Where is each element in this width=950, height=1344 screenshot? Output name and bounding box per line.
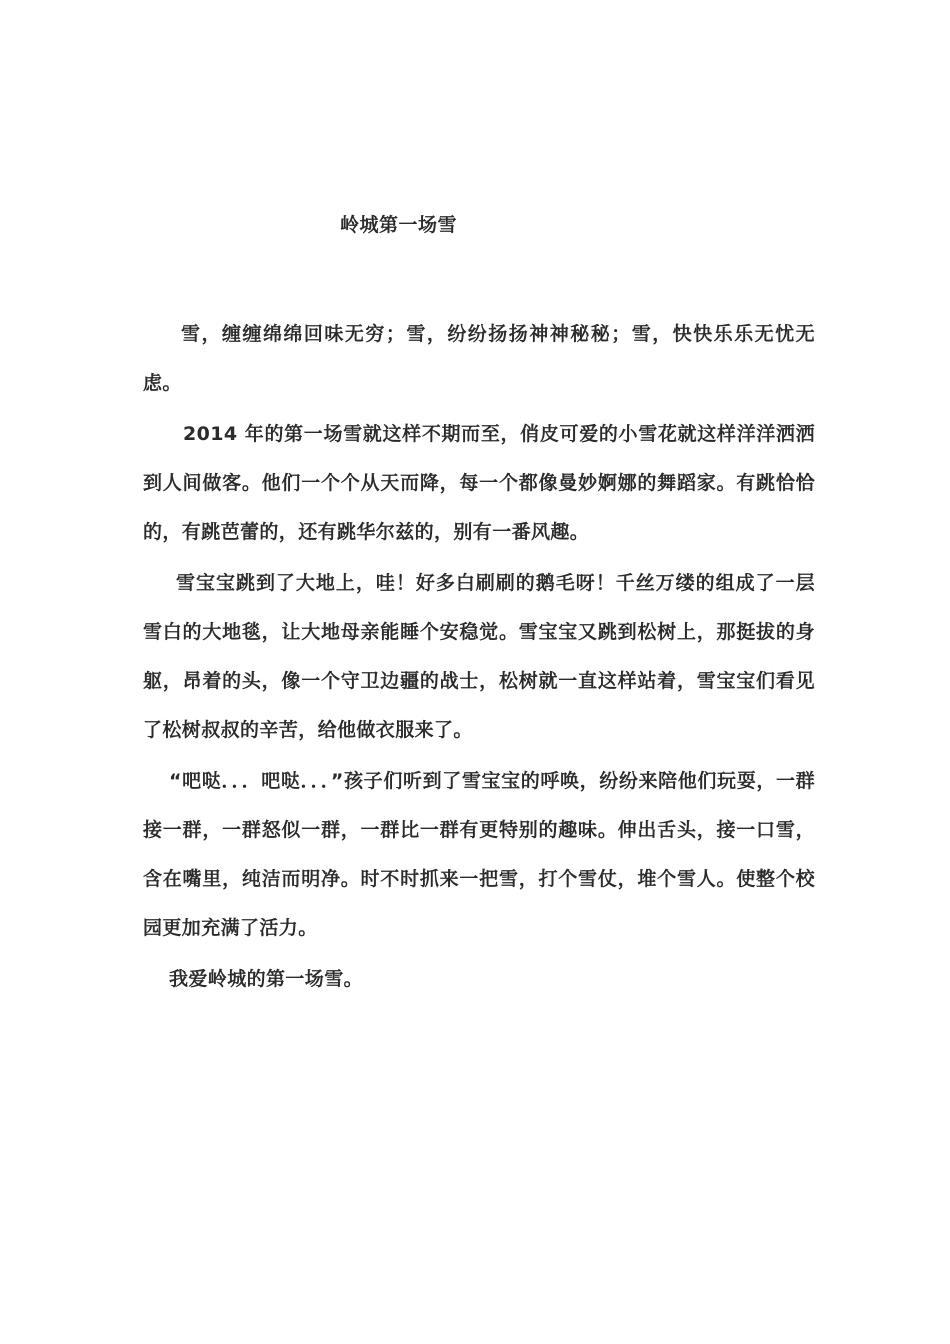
paragraph-5: 我爱岭城的第一场雪。 (169, 968, 364, 990)
paragraph-4: “吧哒．．．吧哒．．．”孩子们听到了雪宝宝的呼唤，纷纷来陪他们玩耍，一群接一群，一群怒似一群，一群比一群有更特别的趣味。伸出舌头，接一口雪，含在嘴里，纯洁而明净。时不时抓来一把雪，打个雪仗，堆个雪人。使整个校园更加充满了活力。 (143, 770, 815, 939)
paragraph-3: 雪宝宝跳到了大地上，哇！好多白刷刷的鹅毛呀！千丝万缕的组成了一层雪白的大地毯，让大地母亲能睡个安稳觉。雪宝宝又跳到松树上，那挺拔的身躯，昂着的头，像一个守卫边疆的战士，松树就一直这样站着，雪宝宝们看见了松树叔叔的辛苦，给他做衣服来了。 (143, 572, 815, 741)
document-body (143, 310, 815, 1004)
paragraph-1: 雪，缠缠绵绵回味无穷；雪，纷纷扬扬神神秘秘；雪，快快乐乐无忧无虑。 (143, 323, 815, 394)
paragraph-2: 2014 年的第一场雪就这样不期而至，俏皮可爱的小雪花就这样洋洋洒洒到人间做客。他们一个个从天而降，每一个都像曼妙婀娜的舞蹈家。有跳恰恰的，有跳芭蕾的，还有跳华尔兹的，别有一番风趣。 (143, 423, 815, 543)
document-title: 岭城第一场雪 (340, 214, 458, 236)
